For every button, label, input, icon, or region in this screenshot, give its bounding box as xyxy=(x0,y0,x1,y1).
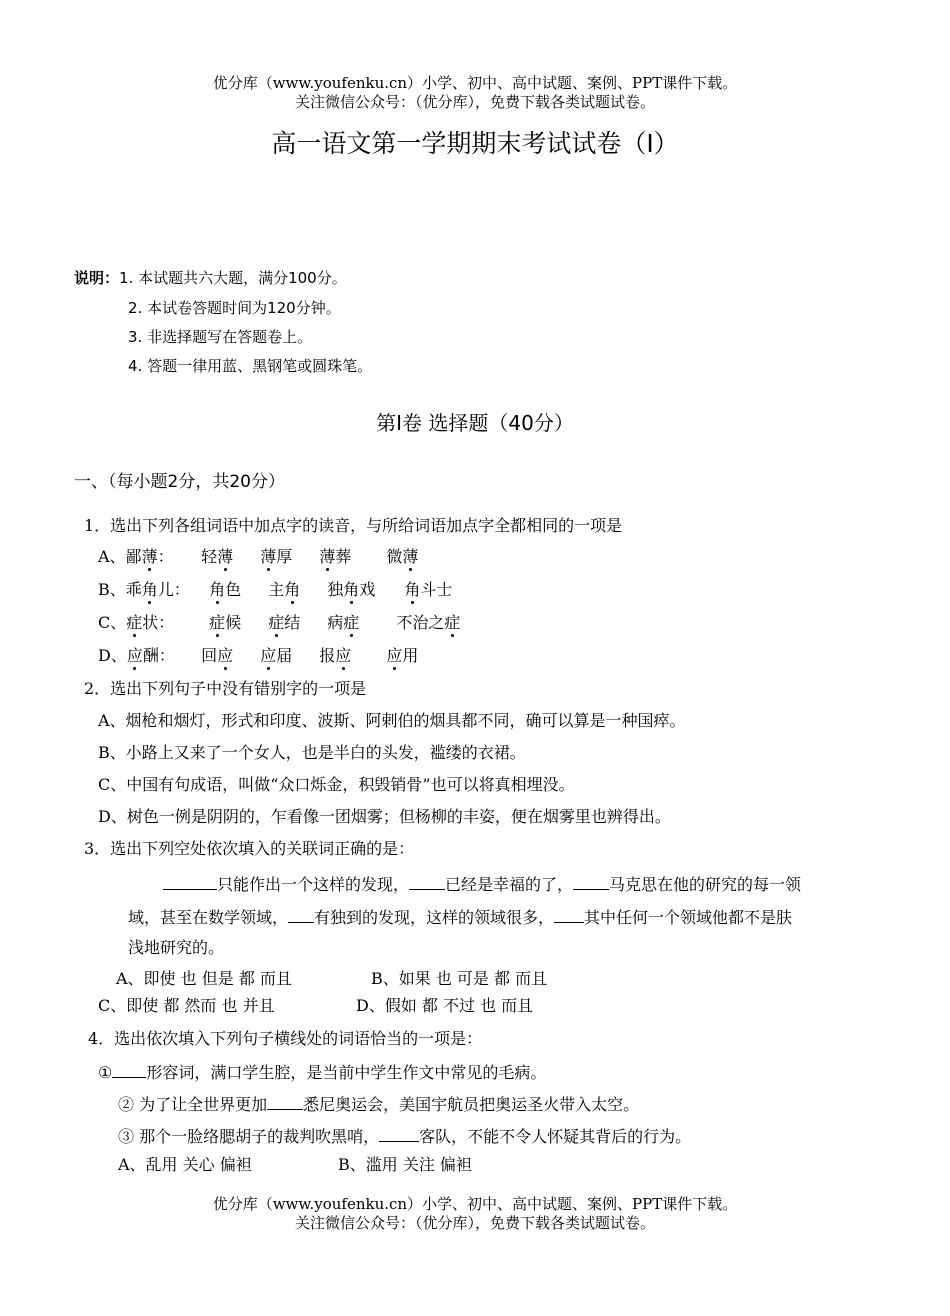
footer-line-1: 优分库（www.youfenku.cn）小学、初中、高中试题、案例、PPT课件下载。 xyxy=(212,1195,738,1213)
q1-stem: 1．选出下列各组词语中加点字的读音，与所给词语加点字全都相同的一项是 xyxy=(84,516,623,535)
fill-blank xyxy=(554,904,584,923)
dotted-char: 应 xyxy=(260,646,277,665)
q3-option-a: A、即使 也 但是 都 而且 xyxy=(116,969,292,988)
note-item-1: 1. 本试题共六大题，满分100分。 xyxy=(119,269,347,287)
dotted-char: 薄 xyxy=(217,547,234,566)
dotted-char: 症 xyxy=(444,613,461,632)
q3-passage-line-2: 域，甚至在数学领域， 有独到的发现，这样的领域很多， 其中任何一个领域他都不是肤 xyxy=(128,904,792,929)
q2-option-d: D、树色一例是阴阴的，乍看像一团烟雾；但杨柳的丰姿，便在烟雾里也辨得出。 xyxy=(98,807,671,826)
q4-sentence-1: ① 形容词，满口学生腔，是当前中学生作文中常见的毛病。 xyxy=(98,1059,546,1084)
q4-option-b: B、滥用 关注 偏袒 xyxy=(338,1155,472,1174)
q1-option-d: D、应酬： 回应 应届 报应 应用 xyxy=(98,646,419,665)
q2-option-c: C、中国有句成语，叫做“众口烁金，积毁销骨”也可以将真相埋没。 xyxy=(98,775,575,794)
q4-option-a: A、乱用 关心 偏袒 xyxy=(118,1155,252,1174)
notes-block xyxy=(74,268,347,288)
dotted-char: 角 xyxy=(404,580,421,599)
q4-stem: 4．选出依次填入下列句子横线处的词语恰当的一项是： xyxy=(88,1029,483,1048)
note-item-3: 3. 非选择题写在答题卷上。 xyxy=(128,328,313,346)
fill-blank xyxy=(267,1091,303,1110)
fill-blank xyxy=(573,871,609,890)
note-item-2: 2. 本试卷答题时间为120分钟。 xyxy=(128,299,341,317)
page-title: 高一语文第一学期期末考试试卷（Ⅰ） xyxy=(271,129,679,158)
dotted-char: 角 xyxy=(209,580,226,599)
q3-option-b: B、如果 也 可是 都 而且 xyxy=(371,969,548,988)
q3-option-c: C、即使 都 然而 也 并且 xyxy=(98,996,275,1015)
fill-blank xyxy=(163,871,217,890)
fill-blank xyxy=(112,1059,146,1078)
q3-passage-line-3: 浅地研究的。 xyxy=(128,938,225,957)
dotted-char: 角 xyxy=(284,580,301,599)
q4-sentence-2: ② 为了让全世界更加 悉尼奥运会，美国宇航员把奥运圣火带入太空。 xyxy=(118,1091,639,1116)
dotted-char: 薄 xyxy=(141,547,158,566)
dotted-char: 角 xyxy=(343,580,360,599)
fill-blank xyxy=(379,1123,419,1142)
dotted-char: 应 xyxy=(126,646,143,665)
section-title: 第Ⅰ卷 选择题（40分） xyxy=(376,411,574,435)
header-line-1: 优分库（www.youfenku.cn）小学、初中、高中试题、案例、PPT课件下载。 xyxy=(212,74,738,92)
q3-stem: 3．选出下列空处依次填入的关联词正确的是： xyxy=(84,839,415,858)
dotted-char: 症 xyxy=(209,613,226,632)
dotted-char: 薄 xyxy=(319,547,336,566)
q4-sentence-3: ③ 那个一脸络腮胡子的裁判吹黑哨， 客队，不能不令人怀疑其背后的行为。 xyxy=(118,1123,691,1148)
q2-stem: 2．选出下列句子中没有错别字的一项是 xyxy=(84,679,367,698)
dotted-char: 症 xyxy=(126,613,143,632)
dotted-char: 应 xyxy=(335,646,352,665)
fill-blank xyxy=(409,871,445,890)
dotted-char: 症 xyxy=(343,613,360,632)
header-line-2: 关注微信公众号：（优分库），免费下载各类试题试卷。 xyxy=(294,93,655,111)
q1-option-a: A、鄙薄： 轻薄 薄厚 薄葬 微薄 xyxy=(98,547,419,566)
dotted-char: 薄 xyxy=(260,547,277,566)
footer-line-2: 关注微信公众号：（优分库），免费下载各类试题试卷。 xyxy=(294,1214,655,1232)
dotted-char: 角 xyxy=(141,580,158,599)
q1-option-b: B、乖角儿： 角色 主角 独角戏 角斗士 xyxy=(98,580,453,599)
part-title: 一、（每小题2分，共20分） xyxy=(74,472,285,492)
notes-label: 说明： xyxy=(74,269,120,287)
q1-option-c: C、症状： 症候 症结 病症 不治之症 xyxy=(98,613,461,632)
note-item-4: 4. 答题一律用蓝、黑钢笔或圆珠笔。 xyxy=(128,357,373,375)
dotted-char: 薄 xyxy=(402,547,419,566)
q3-option-d: D、假如 都 不过 也 而且 xyxy=(356,996,534,1015)
dotted-char: 应 xyxy=(386,646,403,665)
dotted-char: 症 xyxy=(268,613,285,632)
dotted-char: 应 xyxy=(217,646,234,665)
q2-option-b: B、小路上又来了一个女人，也是半白的头发，褴缕的衣裙。 xyxy=(98,743,526,762)
q3-passage-line-1: 只能作出一个这样的发现， 已经是幸福的了， 马克思在他的研究的每一领 xyxy=(163,871,801,896)
q2-option-a: A、烟枪和烟灯，形式和印度、波斯、阿剌伯的烟具都不同，确可以算是一种国瘁。 xyxy=(98,711,686,730)
fill-blank xyxy=(288,904,314,923)
